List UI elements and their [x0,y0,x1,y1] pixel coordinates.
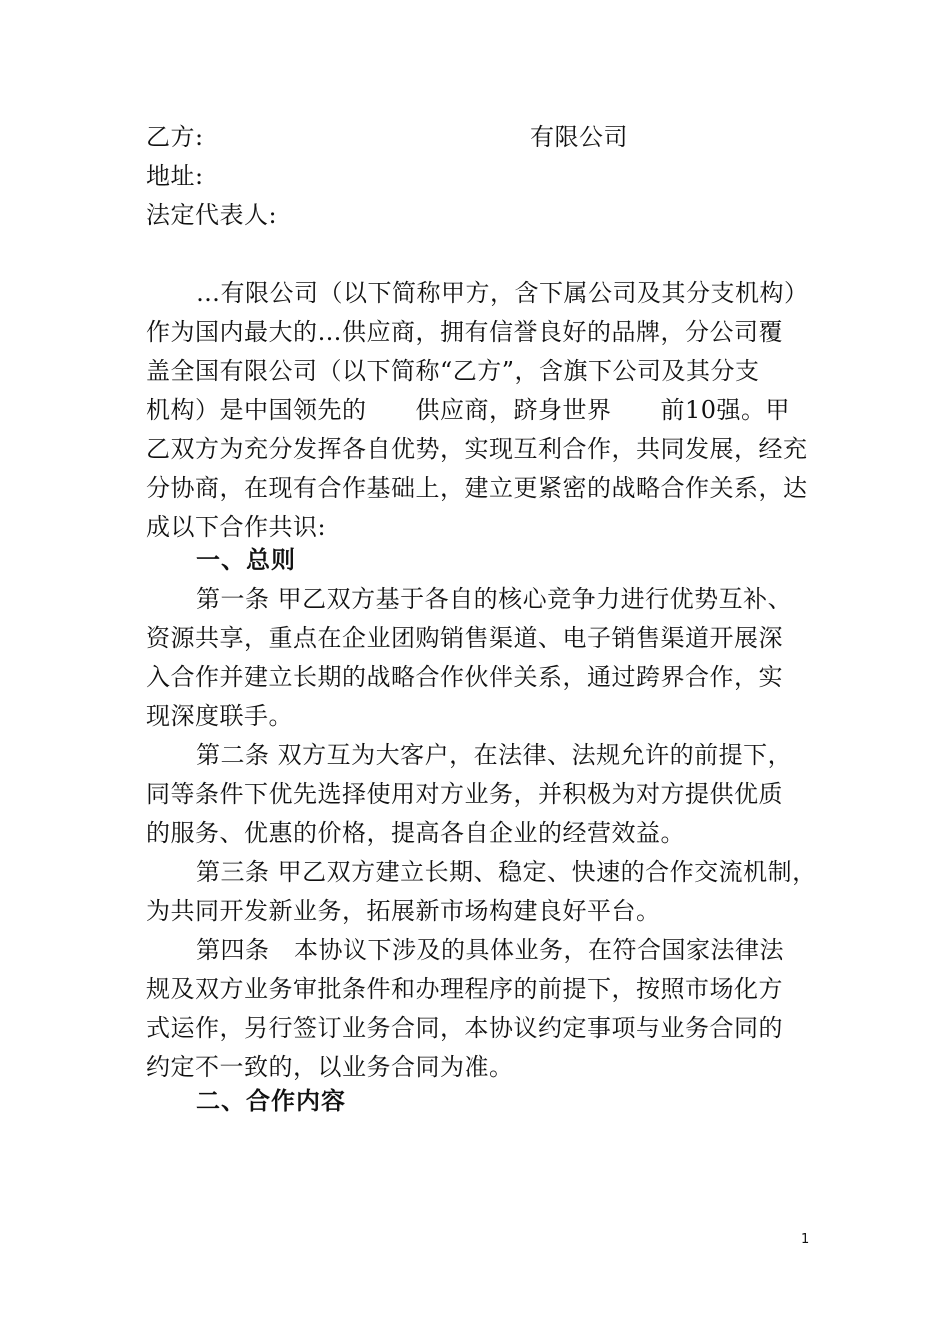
article-1-line: 资源共享，重点在企业团购销售渠道、电子销售渠道开展深 [146,624,783,652]
article-3-line: 第三条 甲乙双方建立长期、稳定、快速的合作交流机制， [196,858,817,886]
section-title-general: 一、总则 [196,546,296,574]
article-1-line: 入合作并建立长期的战略合作伙伴关系，通过跨界合作，实 [146,663,783,691]
page-number: 1 [801,1232,810,1247]
article-4-line: 约定不一致的，以业务合同为准。 [146,1053,514,1081]
intro-line: 机构）是中国领先的 供应商，跻身世界 前10强。甲 [146,396,791,424]
article-1-line: 第一条 甲乙双方基于各自的核心竞争力进行优势互补、 [196,585,793,613]
article-2-line: 同等条件下优先选择使用对方业务，并积极为对方提供优质 [146,780,783,808]
article-2-line: 第二条 双方互为大客户，在法律、法规允许的前提下， [196,741,793,769]
section-title-cooperation-content: 二、合作内容 [196,1087,346,1115]
article-4-line: 第四条 本协议下涉及的具体业务，在符合国家法律法 [196,936,784,964]
intro-line: …有限公司（以下简称甲方，含下属公司及其分支机构） [196,279,809,307]
intro-line: 成以下合作共识: [146,513,327,541]
party-b-company: 有限公司 [530,123,628,151]
party-b-label: 乙方: [146,123,204,151]
address-label: 地址: [146,162,204,190]
intro-line: 乙双方为充分发挥各自优势，实现互利合作，共同发展，经充 [146,435,808,463]
article-2-line: 的服务、优惠的价格，提高各自企业的经营效益。 [146,819,685,847]
legal-representative-label: 法定代表人: [146,201,278,229]
intro-line: 作为国内最大的…供应商，拥有信誉良好的品牌，分公司覆 [146,318,783,346]
article-3-line: 为共同开发新业务，拓展新市场构建良好平台。 [146,897,661,925]
article-4-line: 规及双方业务审批条件和办理程序的前提下，按照市场化方 [146,975,783,1003]
intro-line: 分协商，在现有合作基础上，建立更紧密的战略合作关系，达 [146,474,808,502]
intro-line: 盖全国有限公司（以下简称“乙方”，含旗下公司及其分支 [146,357,760,385]
article-4-line: 式运作，另行签订业务合同，本协议约定事项与业务合同的 [146,1014,783,1042]
article-1-line: 现深度联手。 [146,702,293,730]
